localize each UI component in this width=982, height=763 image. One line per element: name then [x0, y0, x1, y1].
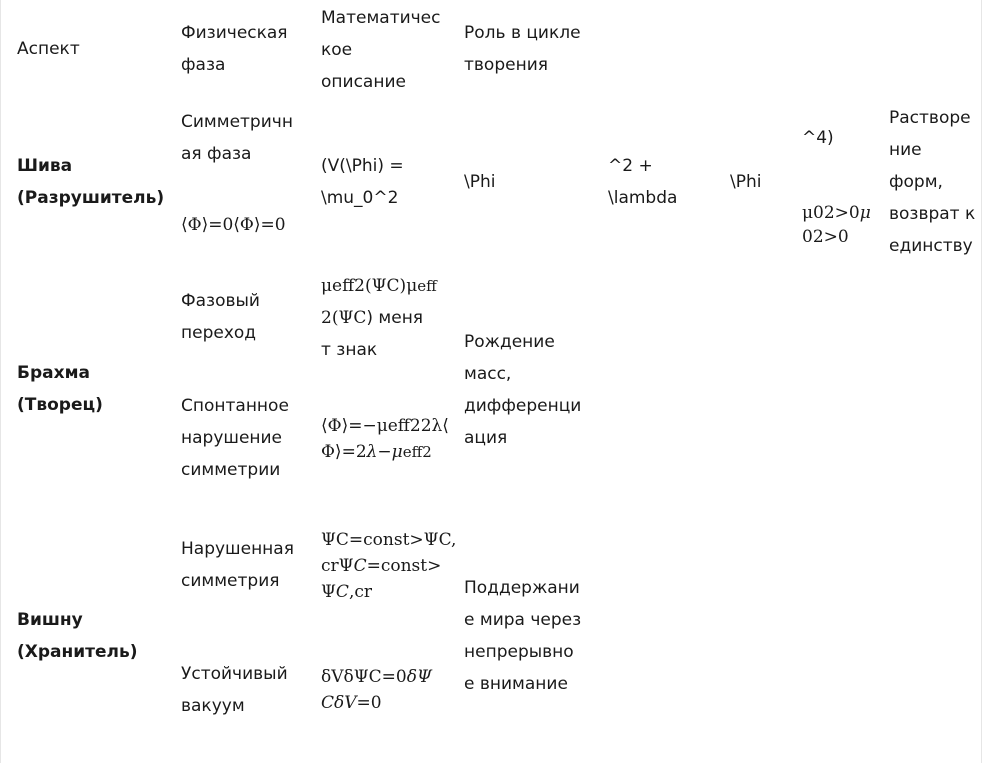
vishnu-math-1a: ΨC=const>ΨC, — [321, 530, 457, 550]
brahma-math-2b: Φ⟩=2 — [321, 442, 367, 462]
shiva-math-1: (V(\Phi) = \mu_0^2 — [321, 156, 404, 208]
brahma-role: Рождение масс, дифференци ация — [464, 332, 582, 448]
vishnu-name: Вишну (Хранитель) — [17, 610, 138, 662]
shiva-math-2: \Phi — [464, 172, 496, 192]
shiva-math-6c: 02>0 — [802, 227, 849, 247]
vishnu-math-2e: δ — [334, 693, 345, 713]
brahma-math-2c: λ — [366, 442, 378, 462]
brahma-math-2e: μ — [391, 442, 403, 462]
brahma-name: Брахма (Творец) — [17, 363, 103, 415]
vishnu-math-2d: C — [321, 693, 335, 713]
vishnu-math-1f: C — [335, 582, 349, 602]
brahma-math-2a: ⟨Φ⟩=−μeff22λ⟨ — [321, 416, 449, 436]
vishnu-math-2g: =0 — [356, 693, 382, 713]
brahma-math-2 — [321, 413, 451, 465]
vishnu-math-2 — [321, 664, 451, 716]
shiva-math-6 — [802, 201, 878, 249]
shiva-math-5: ^4) — [802, 128, 834, 148]
brahma-math-1c: eff — [417, 277, 437, 295]
vishnu-math-1 — [321, 527, 457, 605]
brahma-math-1 — [321, 270, 451, 366]
shiva-math-4: \Phi — [730, 172, 762, 192]
shiva-phase: Симметричн ая фаза — [181, 112, 293, 164]
header-role: Роль в цикле творения — [464, 23, 581, 75]
brahma-phase-1: Фазовый переход — [181, 291, 260, 343]
vishnu-math-1g: ,cr — [348, 582, 372, 602]
shiva-role: Растворе ние форм, возврат к единству — [889, 108, 976, 256]
vishnu-math-1c: C — [353, 556, 367, 576]
brahma-math-1b: μ — [406, 276, 418, 296]
brahma-math-1f: ) меня т знак — [321, 308, 424, 360]
shiva-math-6b: μ — [859, 203, 871, 223]
vishnu-math-2c: Ψ — [416, 667, 432, 687]
vishnu-phase-2: Устойчивый вакуум — [181, 664, 288, 716]
shiva-math-3: ^2 + \lambda — [608, 156, 678, 208]
shiva-math-6a: μ02>0 — [802, 203, 860, 223]
vishnu-phase-1: Нарушенная симметрия — [181, 539, 294, 591]
header-math: Математичес кое описание — [321, 8, 441, 92]
header-aspect: Аспект — [17, 39, 80, 59]
vishnu-math-2a: δVδΨC=0 — [321, 667, 407, 687]
brahma-math-1a: μeff2(ΨC) — [321, 276, 407, 296]
vishnu-math-1e: Ψ — [321, 582, 336, 602]
vishnu-math-1b: crΨ — [321, 556, 354, 576]
brahma-math-1e: C — [353, 308, 367, 328]
header-phase: Физическая фаза — [181, 23, 288, 75]
vishnu-math-1d: =const> — [366, 556, 442, 576]
vishnu-role: Поддержани е мира через непрерывно е внимание — [464, 578, 582, 694]
vishnu-math-2b: δ — [406, 667, 417, 687]
shiva-name: Шива (Разрушитель) — [17, 156, 165, 208]
brahma-phase-2: Спонтанное нарушение симметрии — [181, 396, 289, 480]
shiva-phase-formula: ⟨Φ⟩=0⟨Φ⟩=0 — [181, 215, 286, 235]
brahma-math-2f: eff2 — [402, 443, 432, 461]
vishnu-math-2f: V — [344, 693, 357, 713]
brahma-math-2d: − — [377, 442, 392, 462]
brahma-math-1d: 2(Ψ — [321, 308, 354, 328]
